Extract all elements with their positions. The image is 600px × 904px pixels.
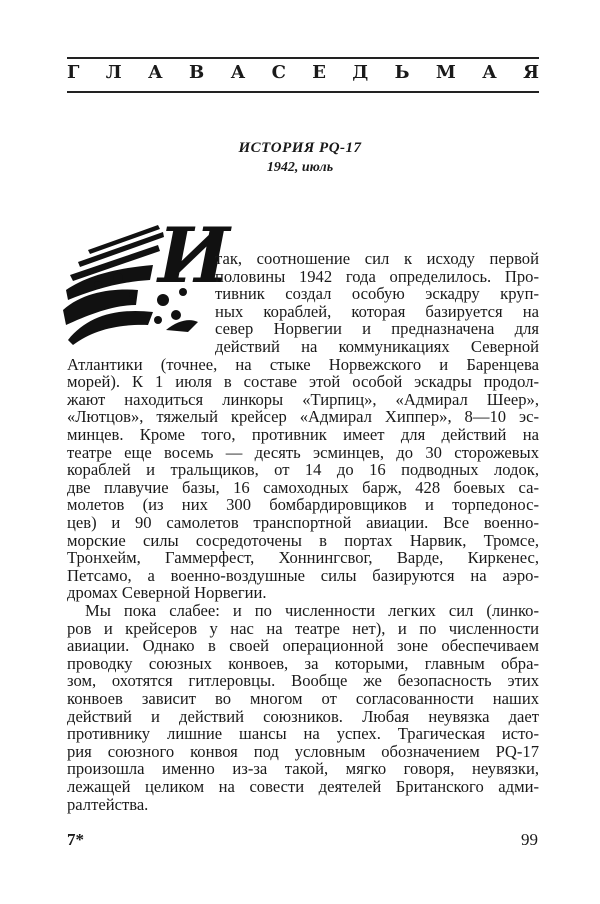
text-line: минцев. Кроме того, противник имеет для действий на bbox=[67, 425, 539, 444]
section-title: ИСТОРИЯ PQ-17 bbox=[238, 140, 362, 156]
text-line: лежащей целиком на совести деятелей Британского адми- bbox=[67, 777, 539, 796]
chapter-heading-letter: Л bbox=[105, 62, 122, 83]
text-line: ралтейства. bbox=[67, 794, 149, 814]
text-line: жают находиться линкоры «Тирпиц», «Адмирал Шеер», bbox=[67, 389, 539, 409]
text-line: дромах Северной Норвегии. bbox=[67, 583, 267, 603]
printer-signature: 7* bbox=[67, 830, 84, 849]
text-line: Мы пока слабее: и по численности легких сил (линко- bbox=[85, 601, 539, 620]
text-line: авиации. Однако в своей операционной зоне обеспечиваем bbox=[67, 636, 539, 656]
chapter-heading-letter: С bbox=[271, 62, 286, 83]
text-line: конвоев зависит во многом от согласованности наших bbox=[67, 689, 539, 708]
section-date: 1942, июль bbox=[266, 160, 334, 175]
chapter-heading-letter: Я bbox=[523, 62, 539, 83]
text-line: цев) и 90 самолетов транспортной авиации. Все военно- bbox=[67, 513, 539, 532]
header-rule-top bbox=[67, 57, 539, 59]
text-line: Тронхейм, Гаммерфест, Хоннингсвог, Варде, Киркенес, bbox=[67, 548, 539, 568]
header-rule-bottom bbox=[67, 91, 539, 93]
chapter-heading-letter: А bbox=[148, 62, 163, 83]
text-line: действий и действий союзников. Любая неувязка дает bbox=[67, 706, 539, 726]
text-line: произошла именно из-за такой, мягко говоря, неувязки, bbox=[67, 759, 539, 779]
text-line: половины 1942 года определилось. Про- bbox=[215, 266, 539, 286]
chapter-heading-letter: В bbox=[189, 62, 205, 83]
text-line: две плавучие базы, 16 самоходных барж, 428 боевых са- bbox=[67, 477, 539, 497]
text-line: Петсамо, а военно-воздушные силы базируются на аэро- bbox=[67, 565, 539, 585]
text-line: север Норвегии и предназначена для bbox=[215, 319, 539, 339]
text-line: так, соотношение сил к исходу первой bbox=[215, 249, 539, 268]
text-line: кораблей и тральщиков, от 14 до 16 подводных лодок, bbox=[67, 460, 539, 480]
text-line: «Лютцов», тяжелый крейсер «Адмирал Хиппер», 8—10 эс- bbox=[67, 407, 539, 427]
text-line: зом, охотятся гитлеровцы. Вообще же безопасность этих bbox=[67, 671, 539, 691]
text-line: театре еще восемь — десять эсминцев, до 30 сторожевых bbox=[67, 442, 539, 462]
text-line: действий на коммуникациях Северной bbox=[215, 337, 539, 356]
chapter-heading-letter: М bbox=[435, 62, 456, 83]
chapter-heading-letter: Д bbox=[352, 62, 369, 83]
chapter-heading-letter: А bbox=[482, 62, 497, 83]
text-line: морей). К 1 июля в составе этой особой эскадры продол- bbox=[67, 372, 539, 392]
chapter-heading bbox=[67, 62, 539, 84]
page-number: 99 bbox=[521, 830, 538, 849]
chapter-heading-letter: Е bbox=[312, 62, 326, 83]
drop-cap-letter: И bbox=[158, 211, 230, 300]
text-line: ров и крейсеров у нас на театре нет), и по численности bbox=[67, 618, 539, 638]
text-line: тивник создал особую эскадру круп- bbox=[215, 284, 539, 304]
drop-cap-illustration bbox=[58, 211, 230, 350]
text-line: противнику лишние шансы на успех. Трагическая исто- bbox=[67, 724, 539, 744]
text-line: ных кораблей, которая базируется на bbox=[215, 301, 539, 321]
text-line: молетов (из них 300 бомбардировщиков и торпедонос- bbox=[67, 495, 539, 515]
text-line: морские силы сосредоточены в портах Нарвик, Тромсе, bbox=[67, 530, 539, 550]
chapter-heading-letter: Ь bbox=[394, 62, 410, 83]
text-line: рия союзного конвоя под условным обозначением PQ-17 bbox=[67, 741, 539, 761]
text-line: проводку союзных конвоев, за которыми, главным обра- bbox=[67, 653, 539, 673]
chapter-heading-letter: Г bbox=[67, 62, 80, 83]
text-line: Атлантики (точнее, на стыке Норвежского и Баренцева bbox=[67, 354, 539, 374]
chapter-heading-letter: А bbox=[230, 62, 246, 83]
